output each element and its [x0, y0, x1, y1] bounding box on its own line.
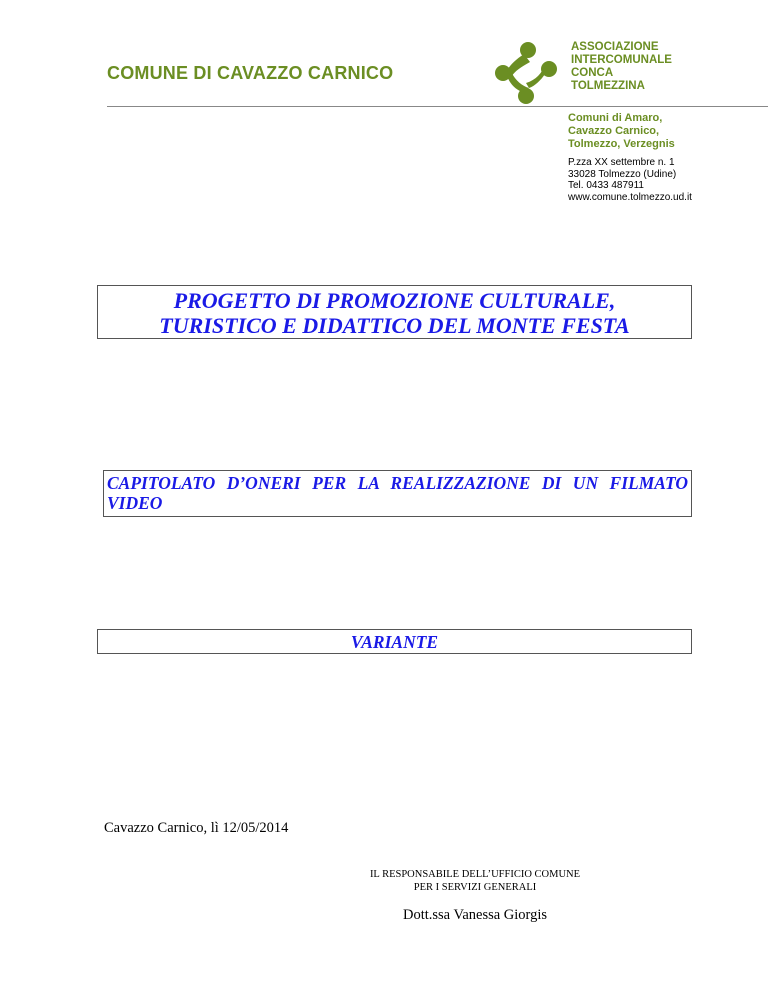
variante-box: VARIANTE — [97, 629, 692, 654]
signature-name: Dott.ssa Vanessa Giorgis — [402, 907, 548, 923]
association-address: P.zza XX settembre n. 1 33028 Tolmezzo (Udine) Tel. 0433 487911 www.comune.tolmezzo.ud.it — [568, 157, 692, 203]
comune-title: COMUNE DI CAVAZZO CARNICO — [107, 63, 394, 83]
member-comuni: Comuni di Amaro, Cavazzo Carnico, Tolmezzo, Verzegnis — [568, 112, 675, 150]
project-title-line-1: PROGETTO DI PROMOZIONE CULTURALE, — [173, 288, 616, 313]
association-name: ASSOCIAZIONE INTERCOMUNALE CONCA TOLMEZZINA — [571, 41, 672, 92]
association-logo-icon — [493, 40, 559, 106]
place-date: Cavazzo Carnico, lì 12/05/2014 — [104, 820, 289, 836]
signature-title: IL RESPONSABILE DELL’UFFICIO COMUNE PER I SERVIZI GENERALI — [369, 869, 581, 893]
header-divider — [107, 106, 768, 107]
project-title-box — [97, 285, 692, 339]
project-title-line-2: TURISTICO E DIDATTICO DEL MONTE FESTA — [159, 313, 630, 338]
capitolato-title-box: CAPITOLATO D’ONERI PER LA REALIZZAZIONE DI UN FILMATO VIDEO — [103, 470, 692, 517]
